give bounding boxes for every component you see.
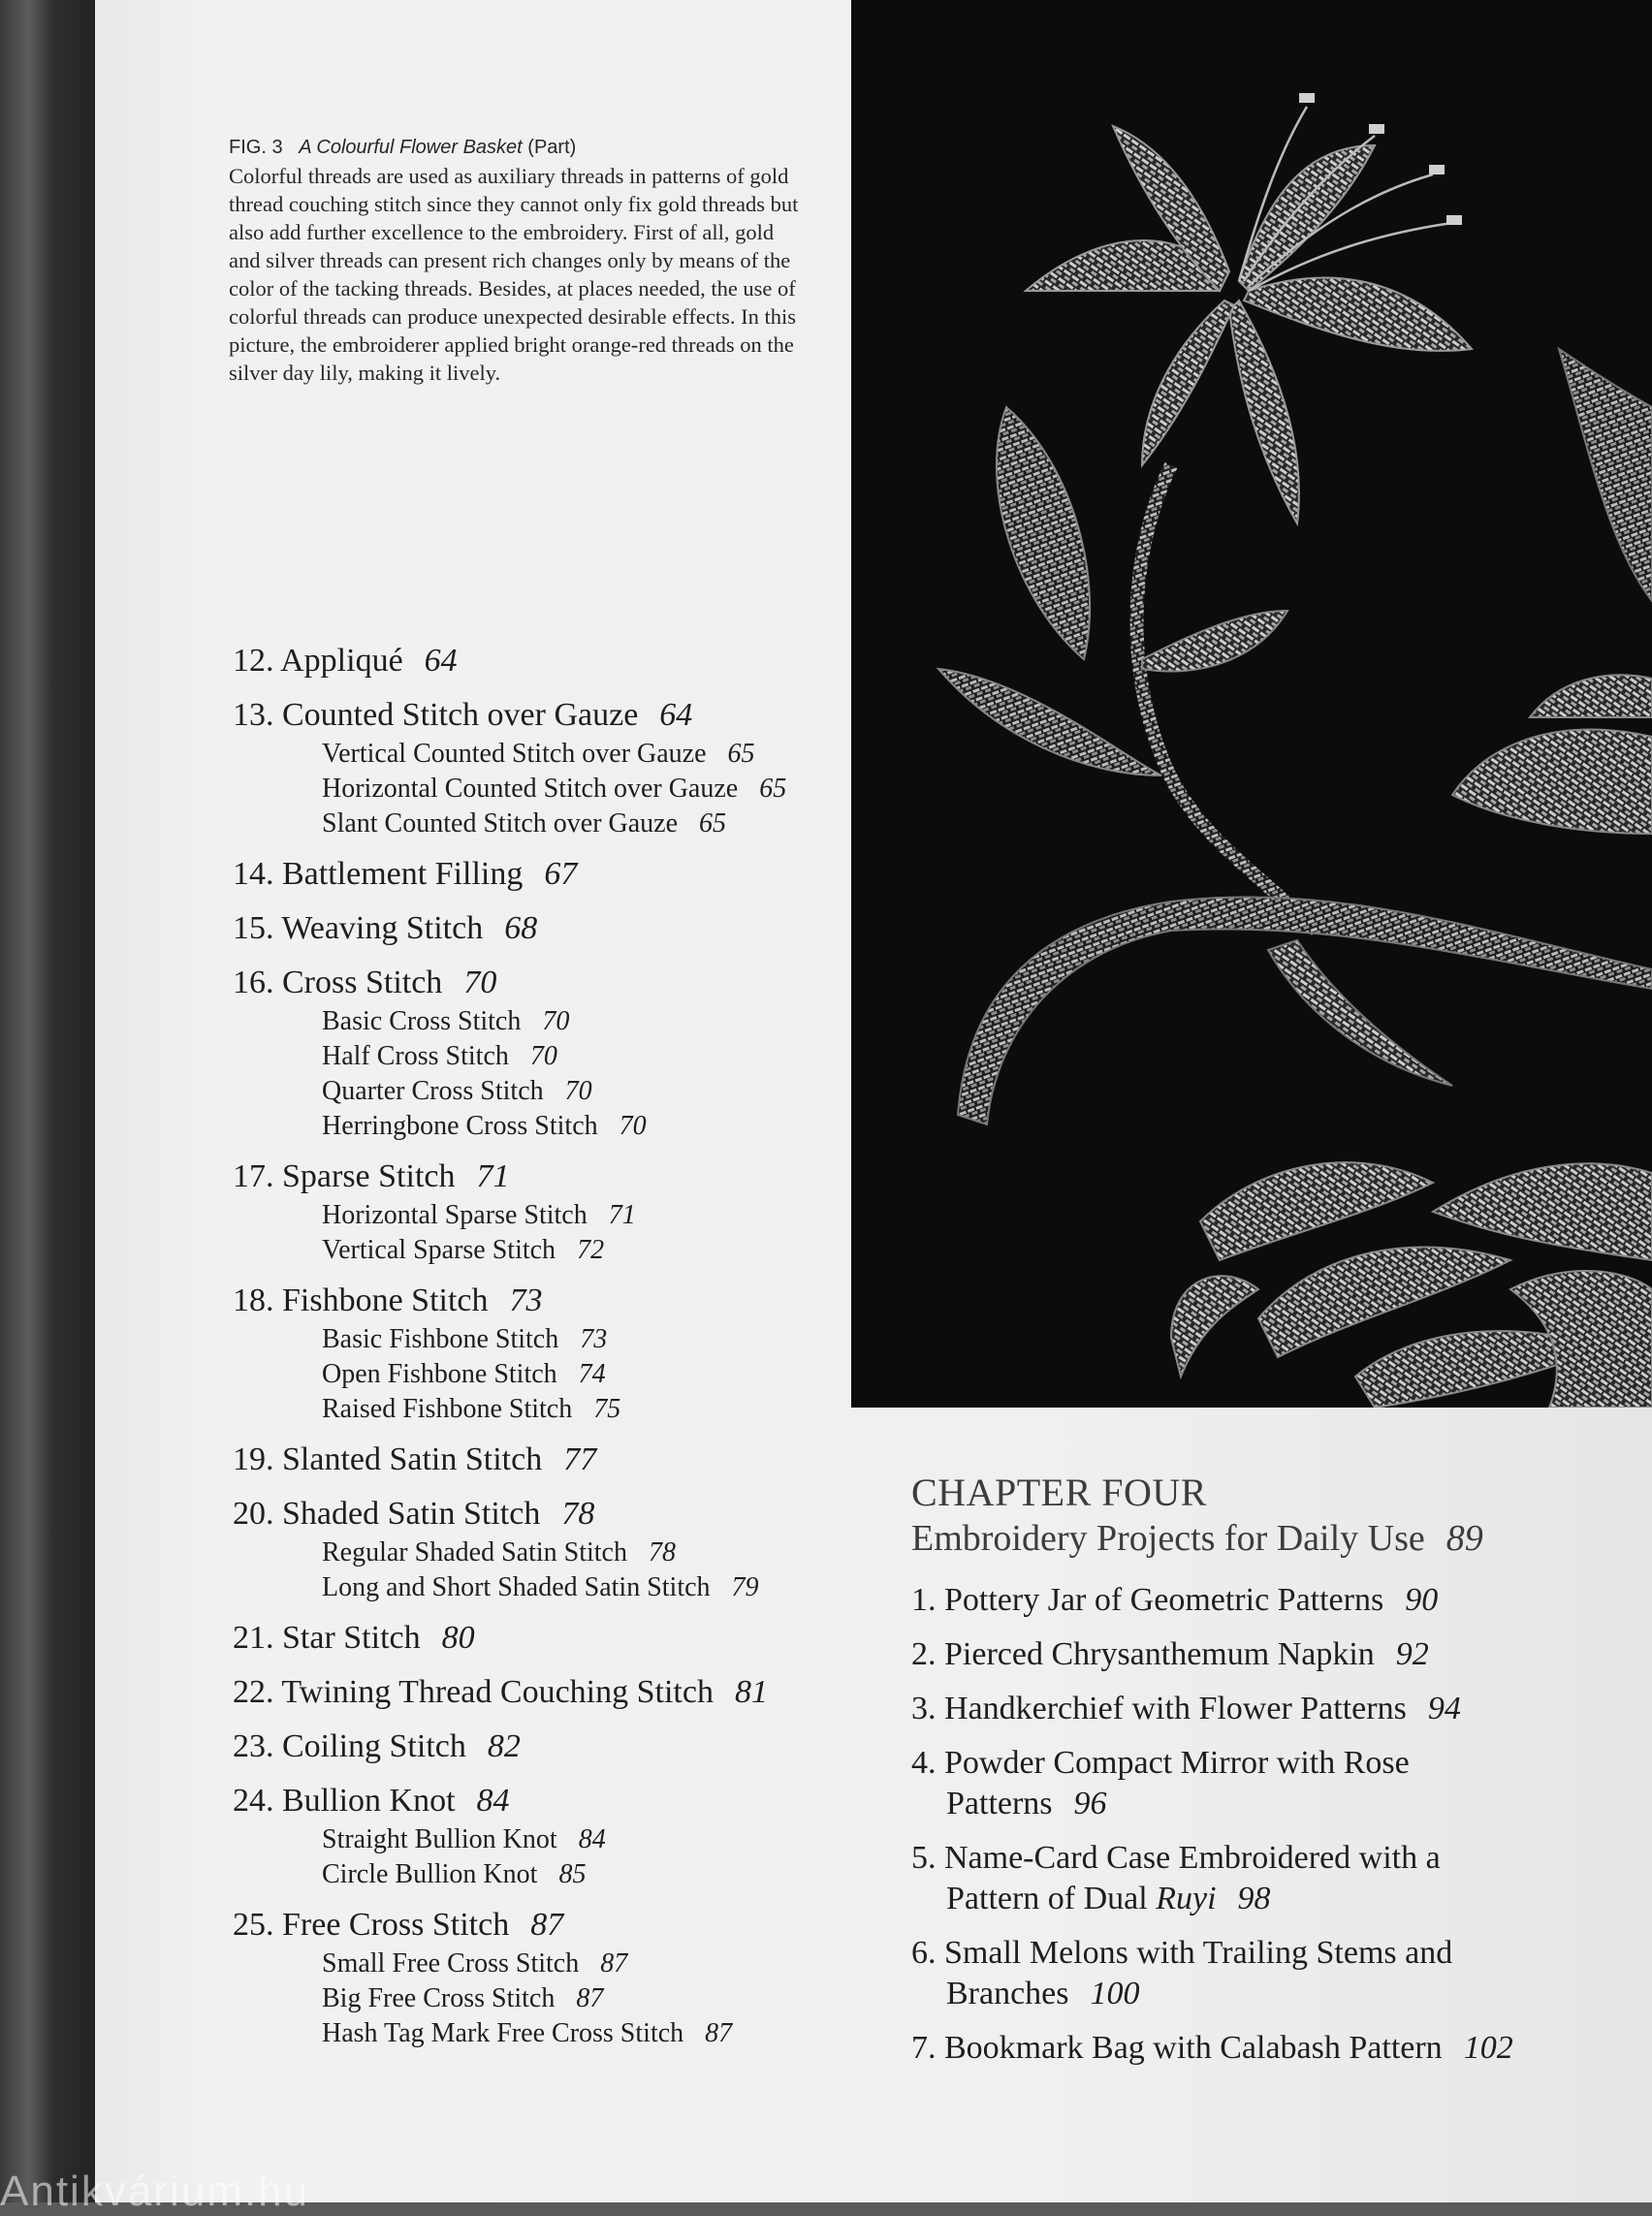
toc-subentry-page: 72	[577, 1235, 605, 1265]
toc-subentry	[233, 2016, 853, 2051]
toc-entry-title: 21. Star Stitch	[233, 1620, 421, 1656]
toc-entry-title-line	[233, 1493, 853, 1535]
toc-entry-title-line	[233, 1155, 853, 1198]
table-of-contents-left	[233, 640, 853, 2063]
toc-entry-title-line	[233, 640, 853, 682]
toc-subentry-page: 73	[580, 1324, 608, 1354]
toc-subentry	[233, 1981, 853, 2016]
project-entry	[911, 1689, 1590, 1729]
project-title-line1: 1. Pottery Jar of Geometric Patterns	[911, 1582, 1384, 1618]
toc-subentry-page: 87	[600, 1948, 628, 1979]
toc-subentry-title: Big Free Cross Stitch	[322, 1983, 556, 2013]
toc-subentry-page: 71	[608, 1200, 636, 1230]
toc-subentry-title: Herringbone Cross Stitch	[322, 1111, 598, 1141]
toc-subentry-page: 87	[705, 2018, 733, 2048]
figure-caption-heading	[229, 134, 810, 162]
toc-entry	[233, 853, 853, 896]
project-title-line2: Patterns	[946, 1786, 1053, 1821]
toc-entry-title: 24. Bullion Knot	[233, 1783, 456, 1819]
project-title-line2: Pattern of Dual Ruyi	[946, 1881, 1217, 1916]
toc-subentry	[233, 1947, 853, 1981]
figure-part: (Part)	[527, 137, 577, 158]
figure-title: A Colourful Flower Basket	[299, 137, 523, 158]
toc-subentry-page: 85	[558, 1859, 587, 1889]
toc-subentry	[233, 772, 853, 807]
lily-embroidery-illustration	[851, 0, 1652, 1408]
toc-subentry-title: Vertical Counted Stitch over Gauze	[322, 739, 707, 769]
toc-subentry-title: Circle Bullion Knot	[322, 1859, 538, 1889]
toc-subentry-title: Straight Bullion Knot	[322, 1824, 557, 1854]
toc-entry-title: 16. Cross Stitch	[233, 965, 443, 1000]
toc-subentry	[233, 1233, 853, 1268]
chapter-title-line	[911, 1514, 1590, 1563]
toc-subentry-title: Horizontal Counted Stitch over Gauze	[322, 774, 739, 804]
project-page: 102	[1463, 2030, 1513, 2066]
toc-subentry-page: 65	[727, 739, 755, 769]
project-page: 94	[1427, 1691, 1461, 1726]
toc-entry-title-line	[233, 1439, 853, 1481]
toc-entry-title-line	[233, 962, 853, 1004]
toc-entry-title-line	[233, 1617, 853, 1660]
toc-subentry	[233, 1322, 853, 1357]
project-title-line1: 7. Bookmark Bag with Calabash Pattern	[911, 2030, 1443, 2066]
toc-entry-title: 18. Fishbone Stitch	[233, 1282, 489, 1318]
toc-subentry	[233, 1198, 853, 1233]
toc-subentry-title: Open Fishbone Stitch	[322, 1359, 557, 1389]
toc-entry-page: 78	[561, 1496, 595, 1532]
toc-entry-title-line	[233, 1780, 853, 1822]
toc-subentry-page: 84	[578, 1824, 606, 1854]
chapter-label: CHAPTER FOUR	[911, 1471, 1207, 1514]
figure-caption-body: Colorful threads are used as auxiliary threads in patterns of gold thread couching stitch since they cannot only fix gold threads but also add further excellence to the embroidery. First of all, gold and silver threads can present rich changes only by means of the color of the tacking threads. Besides, at places needed, the use of colorful threads can produce unexpected desirable effects. In this picture, the embroiderer applied bright orange-red threads on the silver day lily, making it lively.	[229, 164, 799, 385]
toc-entry-page: 70	[463, 965, 497, 1000]
toc-subentry-title: Hash Tag Mark Free Cross Stitch	[322, 2018, 684, 2048]
project-title-line1: 5. Name-Card Case Embroidered with a	[911, 1840, 1441, 1876]
project-entry	[911, 1580, 1590, 1621]
watermark: Antikvárium.hu	[0, 2168, 310, 2215]
project-title-line2: Branches	[946, 1976, 1069, 2011]
toc-entry	[233, 694, 853, 841]
toc-entry-page: 71	[476, 1158, 510, 1194]
embroidery-photo	[851, 0, 1652, 1408]
toc-subentry	[233, 1535, 853, 1570]
toc-entry	[233, 907, 853, 950]
project-entry	[911, 2028, 1590, 2069]
chapter-title: Embroidery Projects for Daily Use	[911, 1518, 1425, 1559]
chapter-page-number: 89	[1446, 1518, 1483, 1559]
toc-subentry-title: Slant Counted Stitch over Gauze	[322, 808, 679, 839]
project-page: 98	[1237, 1881, 1271, 1916]
toc-entry-title: 14. Battlement Filling	[233, 856, 524, 892]
toc-subentry	[233, 1357, 853, 1392]
project-entry	[911, 1933, 1590, 2014]
toc-subentry-page: 70	[542, 1006, 570, 1036]
toc-entry-page: 73	[509, 1282, 543, 1318]
toc-subentry-title: Basic Fishbone Stitch	[322, 1324, 559, 1354]
toc-subentry-title: Horizontal Sparse Stitch	[322, 1200, 588, 1230]
toc-subentry-title: Vertical Sparse Stitch	[322, 1235, 556, 1265]
toc-entry-title-line	[233, 907, 853, 950]
toc-entry	[233, 1155, 853, 1268]
toc-entry	[233, 962, 853, 1144]
toc-entry	[233, 1725, 853, 1768]
toc-entry-page: 82	[487, 1728, 521, 1764]
project-list	[911, 1580, 1590, 2069]
toc-subentry	[233, 807, 853, 841]
project-title-line1: 6. Small Melons with Trailing Stems and	[911, 1935, 1453, 1971]
toc-entry-page: 84	[476, 1783, 510, 1819]
toc-entry	[233, 1671, 853, 1714]
toc-entry-title: 20. Shaded Satin Stitch	[233, 1496, 541, 1532]
toc-subentry	[233, 1392, 853, 1427]
toc-subentry-page: 75	[593, 1394, 621, 1424]
toc-subentry-title: Raised Fishbone Stitch	[322, 1394, 573, 1424]
project-page: 90	[1405, 1582, 1439, 1618]
toc-subentry	[233, 1109, 853, 1144]
toc-entry	[233, 1280, 853, 1427]
toc-subentry-page: 78	[648, 1537, 676, 1567]
toc-entry-title: 12. Appliqué	[233, 643, 403, 679]
toc-entry-title-line	[233, 1280, 853, 1322]
toc-subentry-title: Quarter Cross Stitch	[322, 1076, 544, 1106]
toc-subentry	[233, 1570, 853, 1605]
toc-entry-page: 81	[734, 1674, 768, 1710]
project-entry	[911, 1743, 1590, 1824]
toc-subentry-title: Half Cross Stitch	[322, 1041, 509, 1071]
toc-subentry	[233, 737, 853, 772]
toc-entry-title-line	[233, 853, 853, 896]
toc-entry-page: 64	[659, 697, 693, 733]
toc-subentry	[233, 1822, 853, 1857]
toc-entry-page: 64	[424, 643, 458, 679]
toc-entry-page: 77	[563, 1441, 597, 1477]
toc-entry	[233, 1780, 853, 1892]
toc-subentry-title: Basic Cross Stitch	[322, 1006, 522, 1036]
project-title-line2-wrap	[911, 1784, 1590, 1824]
project-page: 92	[1395, 1636, 1429, 1672]
toc-entry	[233, 640, 853, 682]
toc-entry-title-line	[233, 1671, 853, 1714]
toc-subentry-title: Long and Short Shaded Satin Stitch	[322, 1572, 711, 1602]
toc-entry-page: 87	[530, 1907, 564, 1943]
project-title-line1: 3. Handkerchief with Flower Patterns	[911, 1691, 1407, 1726]
toc-subentry-page: 79	[731, 1572, 759, 1602]
book-spine-background	[0, 0, 97, 2202]
toc-subentry-page: 87	[576, 1983, 604, 2013]
toc-entry	[233, 1617, 853, 1660]
toc-entry-title-line	[233, 1904, 853, 1947]
toc-entry-page: 80	[441, 1620, 475, 1656]
project-title-line2-wrap	[911, 1974, 1590, 2014]
toc-entry-title-line	[233, 1725, 853, 1768]
toc-entry-page: 67	[544, 856, 578, 892]
figure-caption	[229, 134, 810, 387]
toc-subentry-page: 74	[578, 1359, 606, 1389]
toc-subentry-page: 70	[564, 1076, 592, 1106]
toc-subentry-title: Regular Shaded Satin Stitch	[322, 1537, 627, 1567]
toc-subentry-title: Small Free Cross Stitch	[322, 1948, 580, 1979]
toc-subentry	[233, 1004, 853, 1039]
toc-subentry-page: 65	[759, 774, 787, 804]
toc-subentry-page: 65	[699, 808, 727, 839]
project-title-line1: 2. Pierced Chrysanthemum Napkin	[911, 1636, 1375, 1672]
toc-subentry-page: 70	[529, 1041, 557, 1071]
toc-subentry-page: 70	[619, 1111, 647, 1141]
toc-entry-title: 17. Sparse Stitch	[233, 1158, 456, 1194]
toc-entry-title: 22. Twining Thread Couching Stitch	[233, 1674, 714, 1710]
toc-entry-title-line	[233, 694, 853, 737]
project-entry	[911, 1838, 1590, 1919]
project-entry	[911, 1634, 1590, 1675]
toc-entry-title: 19. Slanted Satin Stitch	[233, 1441, 543, 1477]
toc-entry-title: 23. Coiling Stitch	[233, 1728, 466, 1764]
figure-label: FIG. 3	[229, 137, 283, 158]
table-of-contents-right	[911, 1472, 1590, 2082]
toc-entry-title: 25. Free Cross Stitch	[233, 1907, 510, 1943]
toc-entry-title: 15. Weaving Stitch	[233, 910, 484, 946]
toc-entry	[233, 1904, 853, 2051]
project-page: 100	[1090, 1976, 1140, 2011]
project-page: 96	[1073, 1786, 1107, 1821]
toc-subentry	[233, 1074, 853, 1109]
toc-entry-title: 13. Counted Stitch over Gauze	[233, 697, 639, 733]
toc-entry	[233, 1493, 853, 1605]
toc-subentry	[233, 1857, 853, 1892]
project-title-line2-wrap	[911, 1879, 1590, 1919]
toc-entry-page: 68	[504, 910, 538, 946]
toc-subentry	[233, 1039, 853, 1074]
project-title-line1: 4. Powder Compact Mirror with Rose	[911, 1745, 1410, 1781]
toc-entry	[233, 1439, 853, 1481]
